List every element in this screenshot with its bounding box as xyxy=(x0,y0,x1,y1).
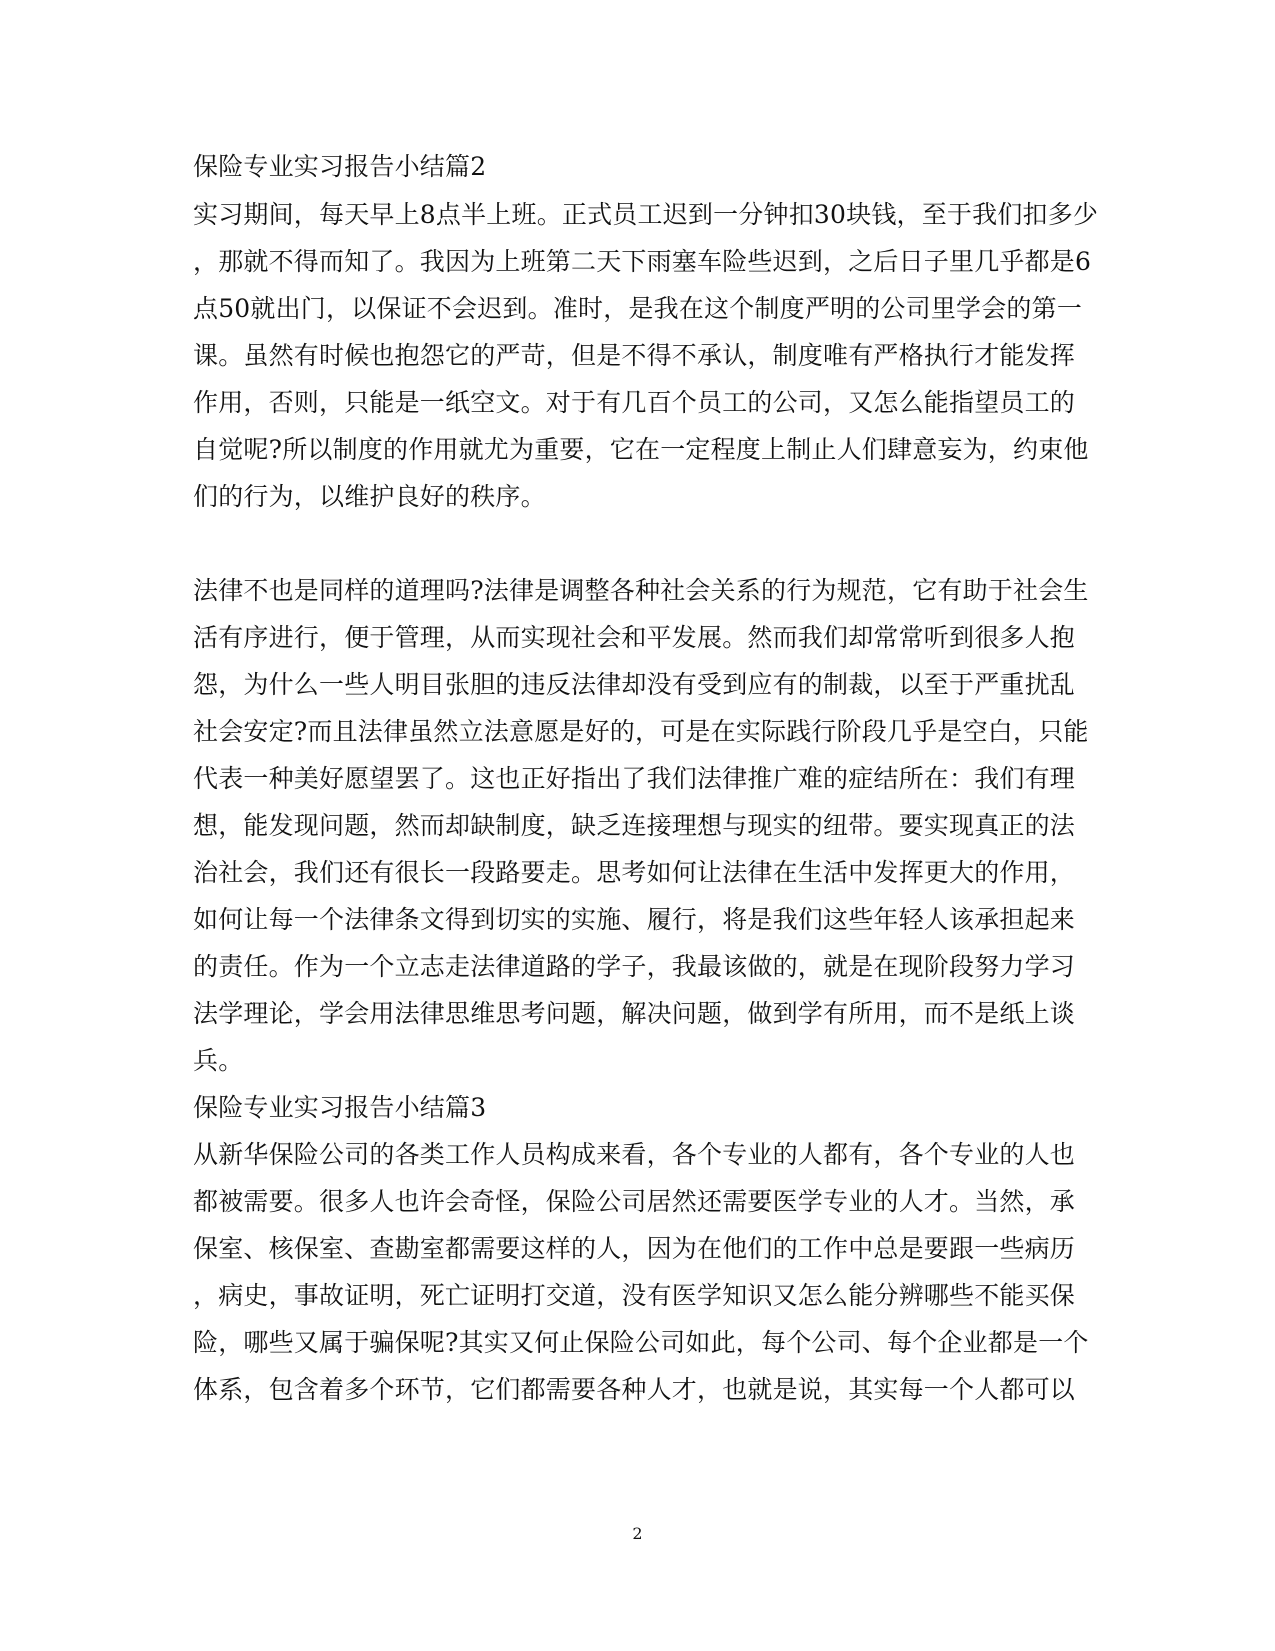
paragraph-line: 想，能发现问题，然而却缺制度，缺乏连接理想与现实的纽带。要实现真正的法 xyxy=(193,811,1076,840)
paragraph-line: 怨，为什么一些人明目张胆的违反法律却没有受到应有的制裁，以至于严重扰乱 xyxy=(193,670,1076,699)
paragraph-line: 们的行为，以维护良好的秩序。 xyxy=(193,482,546,511)
paragraph-line: 兵。 xyxy=(193,1046,244,1075)
paragraph-line: 课。虽然有时候也抱怨它的严苛，但是不得不承认，制度唯有严格执行才能发挥 xyxy=(193,341,1076,370)
paragraph-line: 作用，否则，只能是一纸空文。对于有几百个员工的公司，又怎么能指望员工的 xyxy=(193,388,1076,417)
paragraph-line: 险，哪些又属于骗保呢?其实又何止保险公司如此，每个公司、每个企业都是一个 xyxy=(193,1328,1089,1357)
paragraph-line: 法律不也是同样的道理吗?法律是调整各种社会关系的行为规范，它有助于社会生 xyxy=(193,576,1089,605)
paragraph-line: 从新华保险公司的各类工作人员构成来看，各个专业的人都有，各个专业的人也 xyxy=(193,1140,1076,1169)
paragraph-line: 都被需要。很多人也许会奇怪，保险公司居然还需要医学专业的人才。当然，承 xyxy=(193,1187,1076,1216)
section-heading-3: 保险专业实习报告小结篇3 xyxy=(193,1093,487,1122)
paragraph-line: ，那就不得而知了。我因为上班第二天下雨塞车险些迟到，之后日子里几乎都是6 xyxy=(193,247,1092,276)
paragraph-line: 治社会，我们还有很长一段路要走。思考如何让法律在生活中发挥更大的作用， xyxy=(193,858,1076,887)
section-heading-2: 保险专业实习报告小结篇2 xyxy=(193,152,487,181)
paragraph-line: 点50就出门，以保证不会迟到。准时，是我在这个制度严明的公司里学会的第一 xyxy=(193,294,1083,323)
paragraph-line: 法学理论，学会用法律思维思考问题，解决问题，做到学有所用，而不是纸上谈 xyxy=(193,999,1076,1028)
paragraph-line: 保室、核保室、查勘室都需要这样的人，因为在他们的工作中总是要跟一些病历 xyxy=(193,1234,1076,1263)
paragraph-line: 活有序进行，便于管理，从而实现社会和平发展。然而我们却常常听到很多人抱 xyxy=(193,623,1076,652)
paragraph-line: 实习期间，每天早上8点半上班。正式员工迟到一分钟扣30块钱，至于我们扣多少 xyxy=(193,200,1099,229)
paragraph-line: 自觉呢?所以制度的作用就尤为重要，它在一定程度上制止人们肆意妄为，约束他 xyxy=(193,435,1089,464)
paragraph-line: 如何让每一个法律条文得到切实的实施、履行，将是我们这些年轻人该承担起来 xyxy=(193,905,1076,934)
paragraph-line: 代表一种美好愿望罢了。这也正好指出了我们法律推广难的症结所在：我们有理 xyxy=(193,764,1076,793)
paragraph-line: 的责任。作为一个立志走法律道路的学子，我最该做的，就是在现阶段努力学习 xyxy=(193,952,1076,981)
page-number: 2 xyxy=(632,1524,643,1543)
paragraph-line: 体系，包含着多个环节，它们都需要各种人才，也就是说，其实每一个人都可以 xyxy=(193,1375,1076,1404)
paragraph-line: 社会安定?而且法律虽然立法意愿是好的，可是在实际践行阶段几乎是空白，只能 xyxy=(193,717,1089,746)
paragraph-line: ，病史，事故证明，死亡证明打交道，没有医学知识又怎么能分辨哪些不能买保 xyxy=(193,1281,1076,1310)
